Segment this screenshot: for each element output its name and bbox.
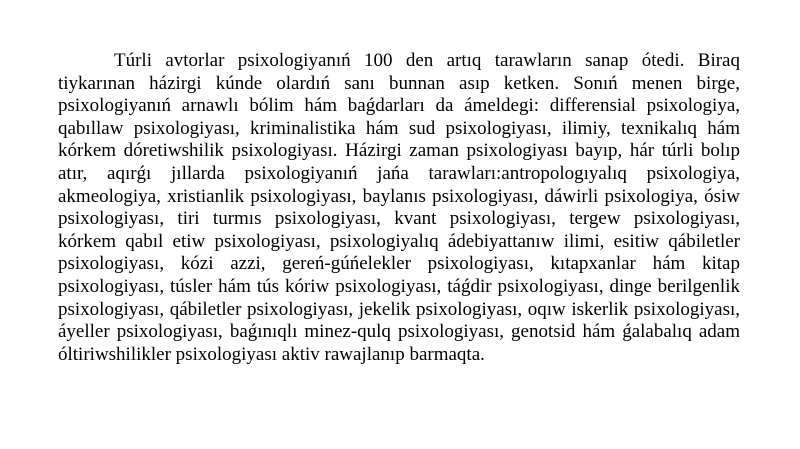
body-paragraph: Túrli avtorlar psixologiyanıń 100 den artıq tarawların sanap ótedi. Biraq tiykarınan házirgi kúnde olardıń sanı bunnan asıp ketken. Sonıń menen birge, psixologiyanıń arnawlı bólim hám baǵdarları da ámeldegi: differensial psixologiya, qabıllaw psixologiyası, kriminalistika hám sud psixologiyası, ilimiy, texnikalıq hám kórkem dóretiwshilik psixologiyası. Házirgi zaman psixologiyası bayıp, hár túrli bolıp atır, aqırǵı jıllarda psixologiyanıń jańa tarawları:antropologıyalıq psixologiya, akmeologiya, xristianlik psixologiyası, baylanıs psixologiyası, dáwirli psixologiya, ósiw psixologiyası, tiri turmıs psixologiyası, kvant psixologiyası, tergew psixologiyası, kórkem qabıl etiw psixologiyası, psixologiyalıq ádebiyattanıw ilimi, esitiw qábiletler psixologiyası, kózi azzi, gereń-gúńelekler psixologiyası, kıtapxanlar hám kitap psixologiyası, túsler hám tús kóriw psixologiyası, táǵdir psixologiyası, dinge berilgenlik psixologiyası, qábiletler psixologiyası, jekelik psixologiyası, oqıw iskerlik psixologiyası, áyeller psixologiyası, baǵınıqlı minez-qulq psixologiyası, genotsid hám ǵalabalıq adam óltiriwshilikler psixologiyası aktiv rawajlanıp barmaqta. (58, 50, 740, 365)
